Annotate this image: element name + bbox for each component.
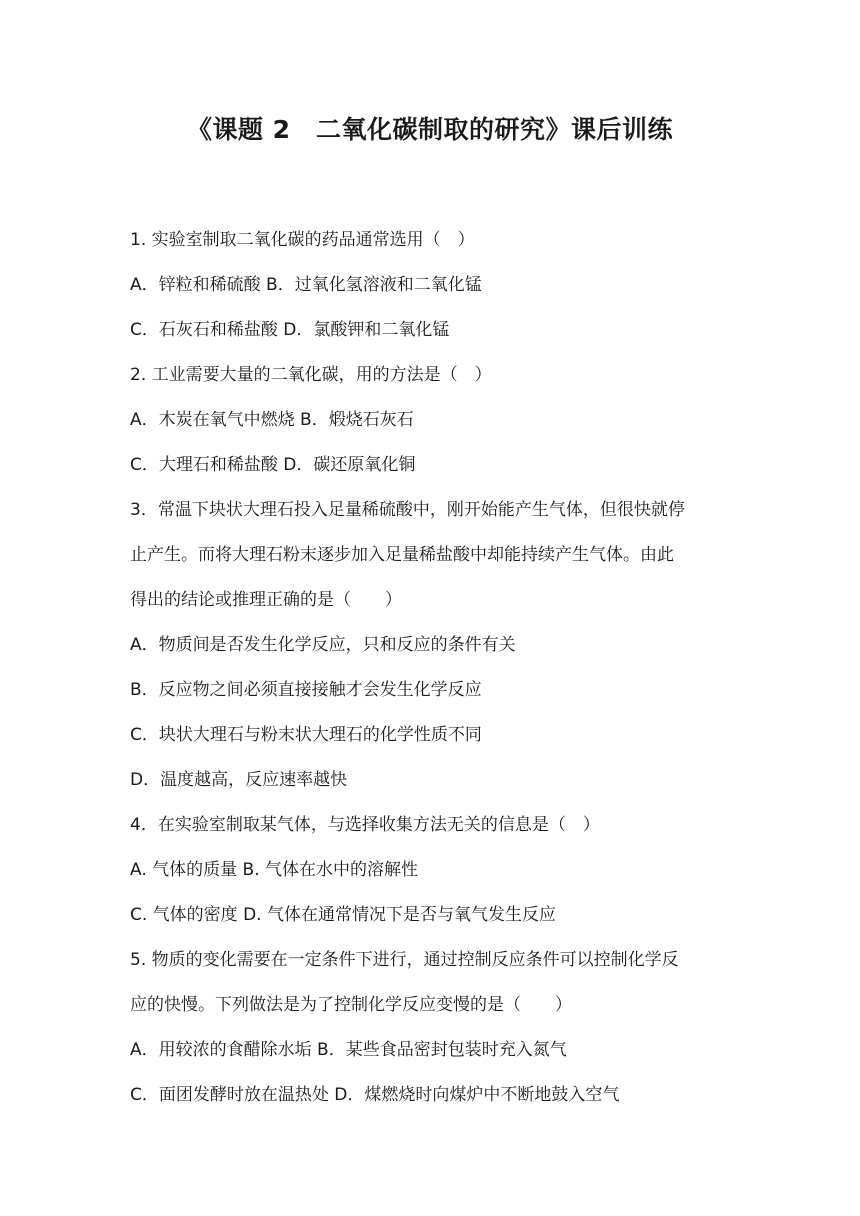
question-2-stem: 2. 工业需要大量的二氧化碳，用的方法是（ ） xyxy=(130,365,492,385)
question-1-options-cd: C．石灰石和稀盐酸 D．氯酸钾和二氧化锰 xyxy=(130,320,450,340)
page-title: 《课题 2 二氧化碳制取的研究》课后训练 xyxy=(186,115,674,144)
question-3-option-a: A．物质间是否发生化学反应，只和反应的条件有关 xyxy=(130,635,516,655)
question-3-stem-line-2: 止产生。而将大理石粉末逐步加入足量稀盐酸中却能持续产生气体。由此 xyxy=(130,545,674,565)
question-3-option-d: D．温度越高，反应速率越快 xyxy=(130,770,348,790)
question-3-option-b: B．反应物之间必须直接接触才会发生化学反应 xyxy=(130,680,482,700)
question-2-options-cd: C．大理石和稀盐酸 D．碳还原氧化铜 xyxy=(130,455,416,475)
question-4-options-cd: C. 气体的密度 D. 气体在通常情况下是否与氧气发生反应 xyxy=(130,905,556,925)
question-3-stem-line-3: 得出的结论或推理正确的是（ ） xyxy=(130,590,402,610)
question-3-option-c: C．块状大理石与粉末状大理石的化学性质不同 xyxy=(130,725,482,745)
question-3-stem-line-1: 3．常温下块状大理石投入足量稀硫酸中，刚开始能产生气体，但很快就停 xyxy=(130,500,685,520)
question-2-options-ab: A．木炭在氧气中燃烧 B．煅烧石灰石 xyxy=(130,410,414,430)
question-5-options-ab: A．用较浓的食醋除水垢 B．某些食品密封包装时充入氮气 xyxy=(130,1040,567,1060)
question-4-options-ab: A. 气体的质量 B. 气体在水中的溶解性 xyxy=(130,860,419,880)
question-4-stem: 4．在实验室制取某气体，与选择收集方法无关的信息是（ ） xyxy=(130,815,600,835)
question-list xyxy=(130,218,740,1118)
question-5-options-cd: C．面团发酵时放在温热处 D．煤燃烧时向煤炉中不断地鼓入空气 xyxy=(130,1085,620,1105)
question-1-options-ab: A．锌粒和稀硫酸 B．过氧化氢溶液和二氧化锰 xyxy=(130,275,482,295)
question-5-stem-line-2: 应的快慢。下列做法是为了控制化学反应变慢的是（ ） xyxy=(130,995,572,1015)
question-5-stem-line-1: 5. 物质的变化需要在一定条件下进行，通过控制反应条件可以控制化学反 xyxy=(130,950,679,970)
question-1-stem: 1. 实验室制取二氧化碳的药品通常选用（ ） xyxy=(130,230,475,250)
